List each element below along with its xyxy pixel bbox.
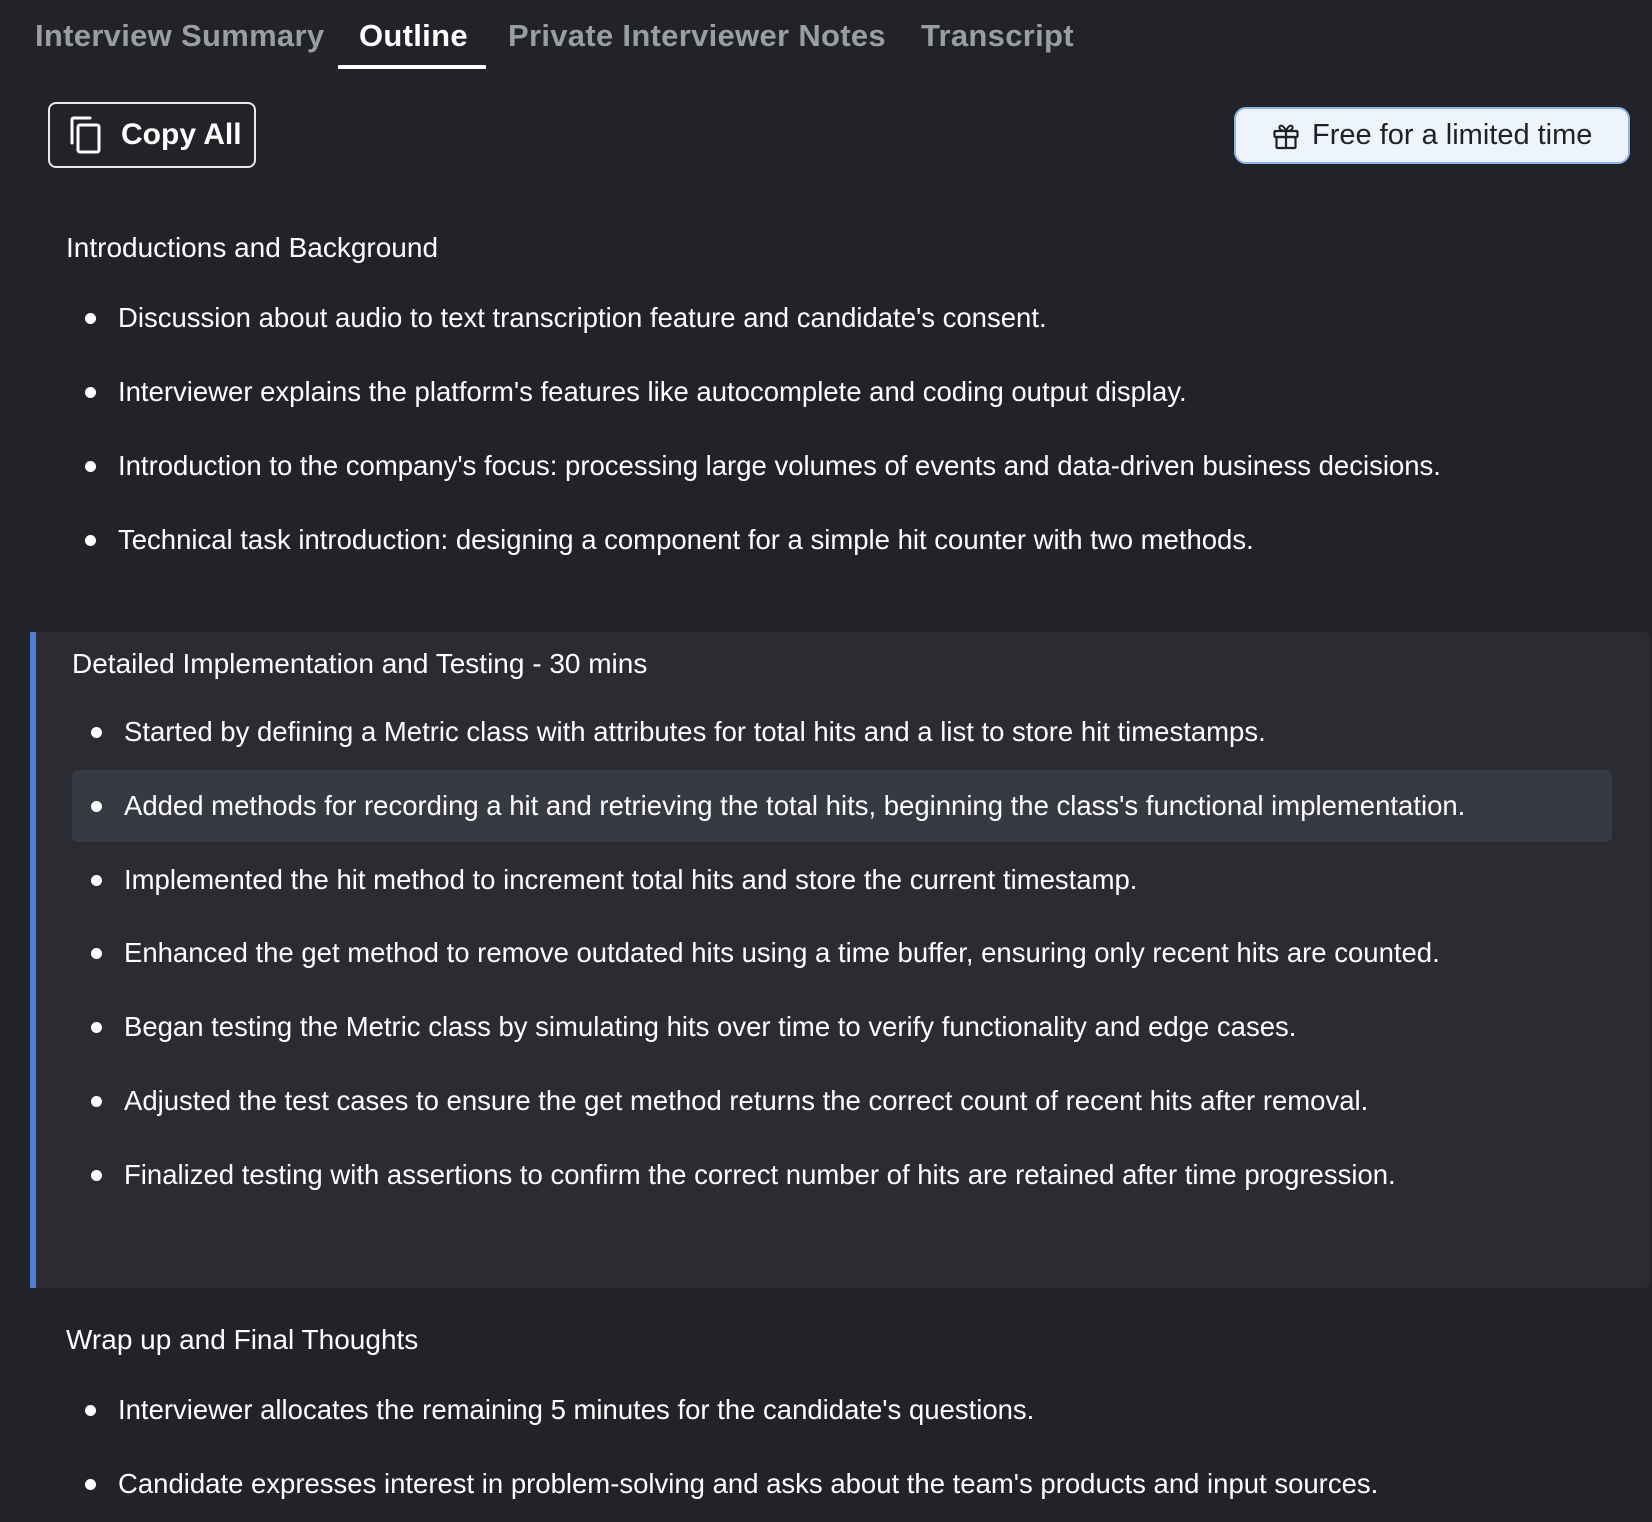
bullet-icon xyxy=(91,948,102,959)
outline-section-introductions[interactable] xyxy=(0,210,1652,590)
list-item[interactable] xyxy=(66,1448,1606,1520)
list-item-text: Technical task introduction: designing a component for a simple hit counter with two methods. xyxy=(118,524,1254,555)
section-title: Wrap up and Final Thoughts xyxy=(66,1324,419,1355)
bullet-icon xyxy=(85,387,96,398)
free-limited-time-button[interactable] xyxy=(1234,107,1630,164)
list-item[interactable] xyxy=(66,356,1606,428)
tab-private-interviewer-notes[interactable]: Private Interviewer Notes xyxy=(508,18,886,53)
list-item-text: Adjusted the test cases to ensure the get method returns the correct count of recent hits after removal. xyxy=(124,1085,1369,1116)
list-item[interactable] xyxy=(72,1139,1612,1211)
list-item[interactable] xyxy=(72,1065,1612,1137)
list-item[interactable] xyxy=(66,1374,1606,1446)
bullet-icon xyxy=(85,313,96,324)
section-title: Detailed Implementation and Testing - 30 mins xyxy=(72,648,648,679)
list-item[interactable] xyxy=(66,282,1606,354)
outline-section-wrap-up[interactable] xyxy=(0,1302,1652,1522)
bullet-icon xyxy=(91,801,102,812)
list-item-text: Discussion about audio to text transcription feature and candidate's consent. xyxy=(118,302,1047,333)
list-item-text: Enhanced the get method to remove outdated hits using a time buffer, ensuring only recent hits are counted. xyxy=(124,937,1440,968)
outline-section-implementation[interactable] xyxy=(30,632,1650,1288)
list-item[interactable] xyxy=(72,696,1612,768)
tab-outline[interactable]: Outline xyxy=(359,18,468,53)
list-item-text: Interviewer explains the platform's features like autocomplete and coding output display. xyxy=(118,376,1187,407)
copy-all-label: Copy All xyxy=(121,118,242,151)
list-item[interactable] xyxy=(72,917,1612,989)
list-item-text: Candidate expresses interest in problem-solving and asks about the team's products and input sources. xyxy=(118,1468,1379,1499)
bullet-icon xyxy=(91,1022,102,1033)
list-item-text: Started by defining a Metric class with attributes for total hits and a list to store hit timestamps. xyxy=(124,716,1266,747)
tab-transcript[interactable]: Transcript xyxy=(921,18,1074,53)
list-item-hovered[interactable] xyxy=(72,770,1612,842)
list-item-text: Finalized testing with assertions to confirm the correct number of hits are retained after time progression. xyxy=(124,1159,1396,1190)
copy-all-button[interactable] xyxy=(48,102,256,168)
bullet-icon xyxy=(91,875,102,886)
list-item[interactable] xyxy=(66,430,1606,502)
list-item-text: Added methods for recording a hit and retrieving the total hits, beginning the class's functional implementation. xyxy=(124,790,1466,821)
bullet-icon xyxy=(85,1479,96,1490)
bullet-icon xyxy=(91,1170,102,1181)
active-tab-indicator xyxy=(338,65,486,69)
bullet-icon xyxy=(91,1096,102,1107)
tab-bar xyxy=(0,0,1652,70)
copy-icon xyxy=(68,116,102,154)
list-item-text: Implemented the hit method to increment total hits and store the current timestamp. xyxy=(124,864,1138,895)
tab-interview-summary[interactable]: Interview Summary xyxy=(35,18,325,53)
list-item[interactable] xyxy=(66,504,1606,576)
bullet-icon xyxy=(85,461,96,472)
gift-icon xyxy=(1272,122,1300,150)
list-item-text: Began testing the Metric class by simulating hits over time to verify functionality and edge cases. xyxy=(124,1011,1297,1042)
list-item[interactable] xyxy=(72,991,1612,1063)
list-item[interactable] xyxy=(72,844,1612,916)
bullet-icon xyxy=(91,727,102,738)
list-item-text: Introduction to the company's focus: processing large volumes of events and data-driven business decisions. xyxy=(118,450,1441,481)
section-title: Introductions and Background xyxy=(66,232,439,263)
list-item-text: Interviewer allocates the remaining 5 minutes for the candidate's questions. xyxy=(118,1394,1035,1425)
bullet-icon xyxy=(85,535,96,546)
bullet-icon xyxy=(85,1405,96,1416)
promo-label: Free for a limited time xyxy=(1312,119,1593,151)
